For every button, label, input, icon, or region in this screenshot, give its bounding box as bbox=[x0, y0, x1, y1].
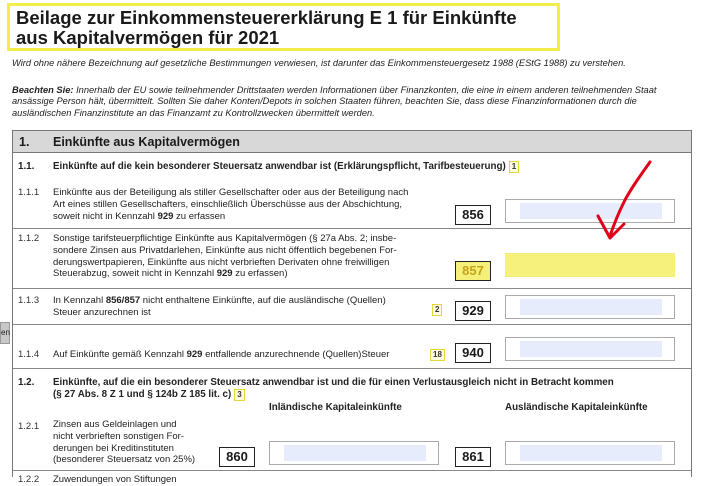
subsection-1-1-title bbox=[53, 161, 519, 173]
intro-text: Wird ohne nähere Bezeichnung auf gesetzliche Bestimmungen verwiesen, ist darunter das Einkommensteuergesetz 1988 (EStG 1988) zu verstehen. bbox=[12, 58, 626, 68]
kennzahl-856: 856 bbox=[455, 205, 491, 225]
row-text-part: Auf Einkünfte gemäß Kennzahl bbox=[53, 349, 187, 360]
subsection-1-1-title-text: Einkünfte auf die kein besonderer Steuersatz anwendbar ist (Erklärungspflicht, Tarifbesteuerung) bbox=[53, 161, 506, 172]
form-title-line2: aus Kapitalvermögen für 2021 bbox=[16, 27, 280, 48]
row-text-line: nicht verbrieften sonstigen For- bbox=[53, 430, 184, 442]
row-text bbox=[53, 349, 389, 361]
row-1-2-2 bbox=[13, 471, 691, 485]
subsection-1-2-title bbox=[53, 377, 614, 401]
row-number: 1.2.1 bbox=[18, 421, 40, 432]
row-text-line: Sonstige tarifsteuerpflichtige Einkünfte aus Kapitalvermögen (§ 27a Abs. 2; insbe- bbox=[53, 233, 397, 244]
row-text: Zuwendungen von Stiftungen bbox=[53, 474, 177, 485]
row-text bbox=[53, 419, 213, 466]
row-text-part: soweit nicht in Kennzahl bbox=[53, 210, 158, 222]
row-text-line: Zinsen aus Geldeinlagen und bbox=[53, 419, 177, 430]
row-text-line: Einkünfte aus der Beteiligung als stiller Gesellschafter oder aus der Beteiligung nach bbox=[53, 187, 409, 198]
row-number: 1.2.2 bbox=[18, 474, 40, 485]
form-title-box bbox=[7, 3, 560, 51]
row-text-line: (besonderer Steuersatz von 25%) bbox=[53, 454, 196, 466]
kz-reference: 929 bbox=[157, 210, 174, 222]
subsection-1-2-line: Einkünfte, auf die ein besonderer Steuersatz anwendbar ist und die für einen Verlustausgleich nicht in Betracht kommen bbox=[53, 377, 614, 388]
kennzahl-929: 929 bbox=[455, 301, 491, 321]
kz-reference: 929 bbox=[186, 349, 203, 360]
subsection-1-1-number: 1.1. bbox=[18, 161, 35, 172]
subsection-1-2-line-text: (§ 27 Abs. 8 Z 1 und § 124b Z 185 lit. c) bbox=[53, 389, 232, 400]
section-1-title: Einkünfte aus Kapitalvermögen bbox=[53, 135, 240, 149]
input-860[interactable] bbox=[269, 441, 439, 465]
row-text-part: zu erfassen) bbox=[232, 268, 288, 280]
side-tab[interactable] bbox=[0, 322, 10, 344]
input-940[interactable] bbox=[505, 337, 675, 361]
info-ref-18[interactable]: 18 bbox=[430, 349, 445, 361]
input-fill bbox=[520, 299, 662, 315]
section-1-header bbox=[13, 131, 691, 153]
row-number: 1.1.2 bbox=[18, 233, 40, 244]
row-number: 1.1.1 bbox=[18, 187, 40, 198]
info-ref-2[interactable]: 2 bbox=[432, 304, 442, 316]
input-fill bbox=[520, 341, 662, 357]
section-1-number: 1. bbox=[19, 135, 30, 149]
row-text-line: derungen bei Kreditinstituten bbox=[53, 442, 174, 454]
row-text bbox=[53, 233, 397, 280]
row-1-2-1 bbox=[13, 415, 691, 471]
input-fill bbox=[520, 445, 662, 461]
row-text bbox=[53, 295, 386, 319]
note-body: Innerhalb der EU sowie teilnehmender Drittstaaten werden Informationen über Finanzkonten, die eine in einem anderen teilnehmenden Staat ansässige Person hält, übermittelt. Sollten Sie daher Konten/Depots in solchen Staaten führen, beachten Sie, dass diese Finanzinformationen durch die ausländischen Finanzinstitute an das Finanzamt zu Kontrollzwecken übermittelt werden. bbox=[12, 85, 657, 118]
row-text-part: entfallende anzurechnende (Quellen)Steuer bbox=[202, 349, 390, 360]
note-label: Beachten Sie: bbox=[12, 85, 74, 95]
kz-reference: 929 bbox=[216, 268, 233, 280]
row-text-line: Art eines stillen Gesellschafters, einschließlich Überschüsse aus der Abschichtung, bbox=[53, 198, 403, 210]
row-text-line bbox=[53, 211, 408, 223]
row-text bbox=[53, 187, 408, 222]
row-number: 1.1.4 bbox=[18, 349, 40, 360]
kennzahl-860: 860 bbox=[219, 447, 255, 467]
input-857[interactable] bbox=[505, 253, 675, 277]
input-fill bbox=[520, 257, 662, 273]
row-text-part: zu erfassen bbox=[173, 210, 226, 222]
row-1-1-4 bbox=[13, 325, 691, 369]
row-text-part: Steuerabzug, soweit nicht in Kennzahl bbox=[53, 268, 217, 280]
subsection-1-2 bbox=[13, 369, 691, 415]
row-text-line: derungswertpapieren, Einkünfte aus nicht verbrieften Derivaten ohne freiwilligen bbox=[53, 256, 390, 268]
row-1-1-3 bbox=[13, 289, 691, 325]
info-ref-1[interactable]: 1 bbox=[509, 161, 519, 173]
kennzahl-940: 940 bbox=[455, 343, 491, 363]
info-ref-3[interactable]: 3 bbox=[234, 389, 244, 401]
input-fill bbox=[284, 445, 426, 461]
kz-reference: 856/857 bbox=[105, 295, 141, 306]
kennzahl-861: 861 bbox=[455, 447, 491, 467]
column-header-inland: Inländische Kapitaleinkünfte bbox=[269, 402, 402, 413]
row-number: 1.1.3 bbox=[18, 295, 40, 306]
note-text bbox=[12, 85, 698, 119]
row-text-line: sondere Zinsen aus Privatdarlehen, Einkünfte aus nicht öffentlich begebenen For- bbox=[53, 244, 397, 256]
red-arrow-annotation bbox=[590, 158, 660, 248]
row-text-line bbox=[53, 268, 397, 280]
side-tab-label: en bbox=[1, 328, 10, 337]
input-929[interactable] bbox=[505, 295, 675, 319]
subsection-1-2-line bbox=[53, 389, 614, 401]
kennzahl-857: 857 bbox=[455, 261, 491, 281]
subsection-1-2-number: 1.2. bbox=[18, 377, 35, 388]
row-text-part: In Kennzahl bbox=[53, 295, 106, 306]
input-861[interactable] bbox=[505, 441, 675, 465]
row-text-line bbox=[53, 295, 386, 307]
row-text-line: Steuer anzurechnen ist bbox=[53, 306, 151, 318]
column-header-ausland: Ausländische Kapitaleinkünfte bbox=[505, 402, 648, 413]
row-text-part: nicht enthaltene Einkünfte, auf die ausländische (Quellen) bbox=[140, 295, 386, 306]
form-title-line1: Beilage zur Einkommensteuererklärung E 1 für Einkünfte bbox=[16, 7, 517, 28]
